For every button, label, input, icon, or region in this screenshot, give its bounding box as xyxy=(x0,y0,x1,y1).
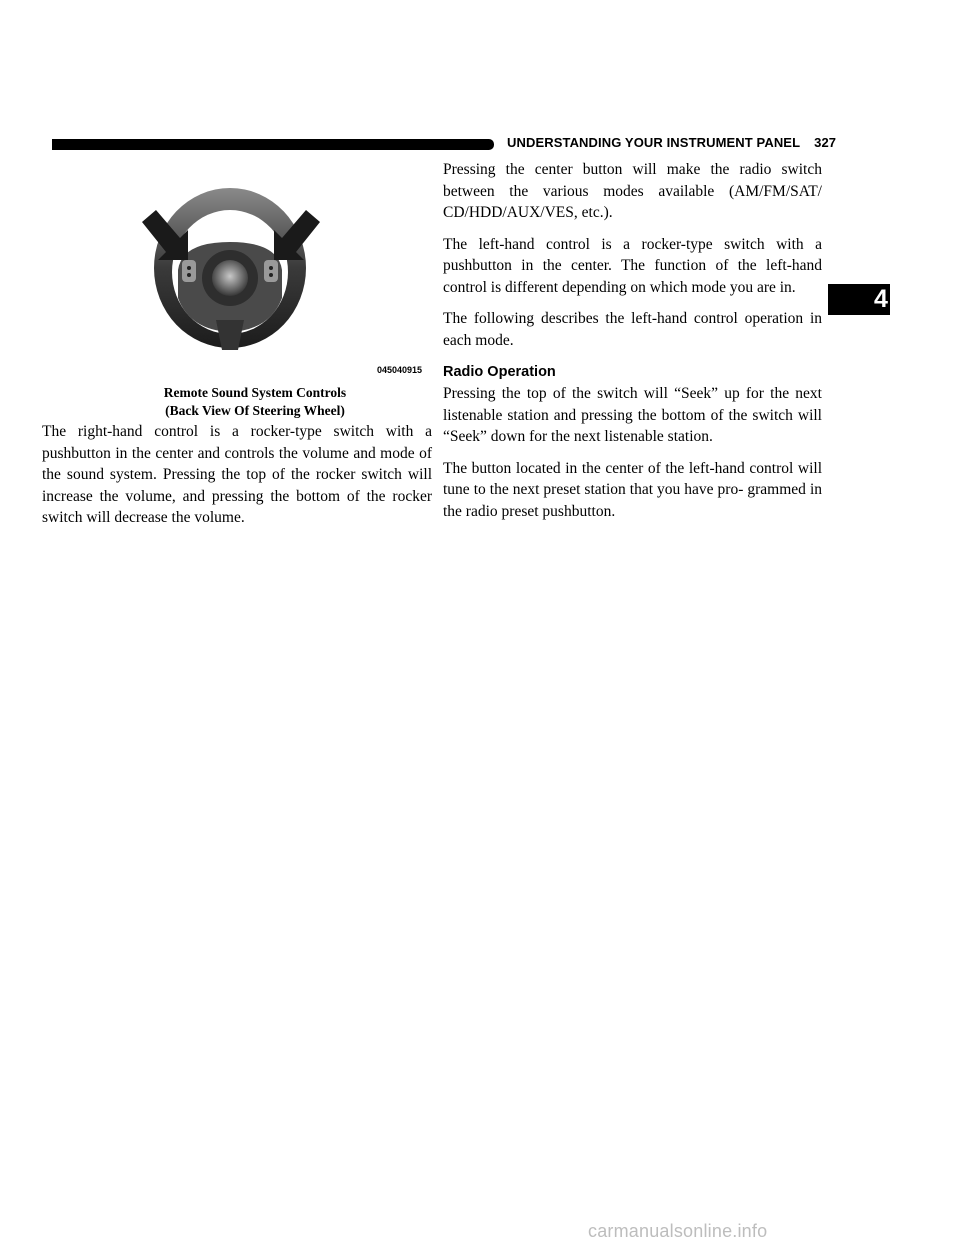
left-column xyxy=(42,421,432,539)
header-rule xyxy=(52,139,494,150)
caption-line-1: Remote Sound System Controls xyxy=(163,385,347,400)
paragraph: The right-hand control is a rocker-type switch with a pushbutton in the center and controls the volume and mode of the sound system. Pressing the top of the rocker switch will increase the volume, and pressing the bottom of the rocker switch will decrease the volume. xyxy=(42,423,432,526)
steering-wheel-icon xyxy=(154,188,306,350)
footer-watermark: carmanualsonline.info xyxy=(588,1221,768,1241)
chapter-number: 4 xyxy=(874,285,888,313)
paragraph: The left-hand control is a rocker-type switch with a pushbutton in the center. The function of the left-hand control is different depending on which mode you are in. xyxy=(443,235,822,296)
caption-line-2: (Back View Of Steering Wheel) xyxy=(165,403,345,418)
section-heading: Radio Operation xyxy=(443,364,556,380)
section-title: UNDERSTANDING YOUR INSTRUMENT PANEL xyxy=(507,135,801,150)
paragraph: The button located in the center of the left-hand control will tune to the next preset station that you have pro- grammed in the radio preset pushbutton. xyxy=(443,459,822,520)
right-column xyxy=(443,159,822,532)
page-number: 327 xyxy=(814,135,837,150)
running-header xyxy=(507,135,836,150)
paragraph: Pressing the top of the switch will “Seek” up for the next listenable station and pressing the bottom of the switch will “Seek” down for the next listenable station. xyxy=(443,385,822,445)
figure-id: 045040915 xyxy=(377,365,423,375)
paragraph: Pressing the center button will make the radio switch between the various modes available (AM/FM/SAT/ CD/HDD/AUX/VES, etc.). xyxy=(443,161,822,221)
steering-wheel-illustration xyxy=(130,180,440,380)
chapter-tab xyxy=(828,284,890,315)
figure-caption xyxy=(120,384,390,420)
paragraph: The following describes the left-hand control operation in each mode. xyxy=(443,310,822,349)
